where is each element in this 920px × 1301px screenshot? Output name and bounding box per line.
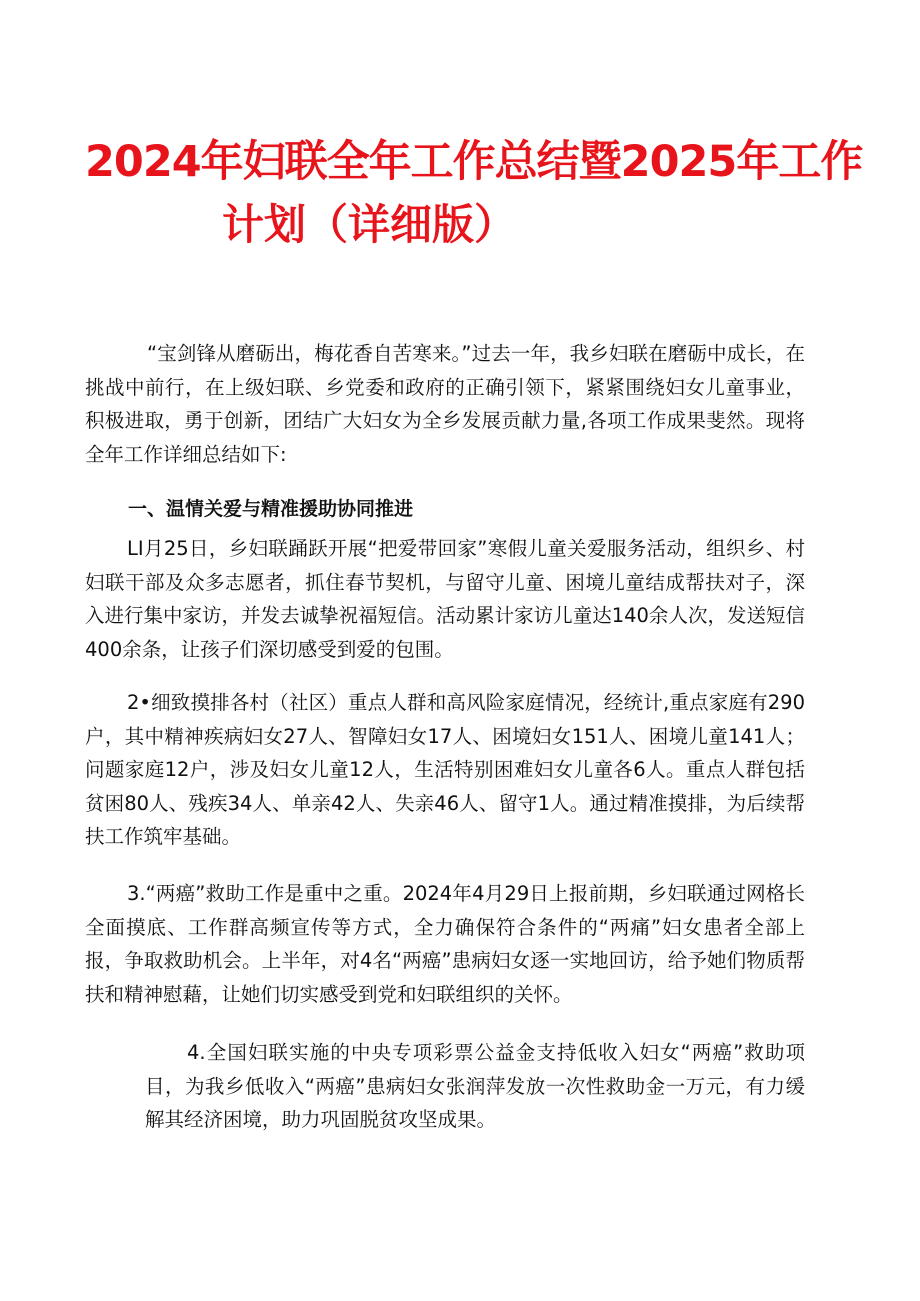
item-1-paragraph: LI月25日，乡妇联踊跃开展“把爱带回家”寒假儿童关爱服务活动，组织乡、村妇联干部及众多志愿者，抓住春节契机，与留守儿童、困境儿童结成帮扶对子，深入进行集中家访，并发去诚挚祝福短信。活动累计家访儿童达140余人次，发送短信400余条，让孩子们深切感受到爱的包围。 <box>85 537 805 661</box>
item-2-paragraph: 2•细致摸排各村（社区）重点人群和高风险家庭情况，经统计,重点家庭有290户，其中精神疾病妇女27人、智障妇女17人、困境妇女151人、困境儿童141人；问题家庭12户，涉及妇女儿童12人，生活特别困难妇女儿童各6人。重点人群包括贫困80人、残疾34人、单亲42人、失亲46人、留守1人。通过精准摸排，为后续帮扶工作筑牢基础。 <box>85 691 805 848</box>
item-3-paragraph: 3.“两癌”救助工作是重中之重。2024年4月29日上报前期，乡妇联通过网格长全面摸底、工作群高频宣传等方式，全力确保符合条件的“两痛”妇女患者全部上报，争取救助机会。上半年，对4名“两癌”患病妇女逐一实地回访，给予她们物质帮扶和精神慰藉，让她们切实感受到党和妇联组织的关怀。 <box>85 882 805 1006</box>
section-1-heading: 一、温情关爱与精准援助协同推进 <box>128 498 414 520</box>
item-4-paragraph: 4.全国妇联实施的中央专项彩票公益金支持低收入妇女“两癌”救助项目，为我乡低收入“两癌”患病妇女张润萍发放一次性救助金一万元，有力缓解其经济困境，助力巩固脱贫攻坚成果。 <box>145 1041 805 1131</box>
document-title-line-1: 2024年妇联全年工作总结暨2025年工作 <box>85 137 863 187</box>
document-title-line-2: 计划（详细版） <box>222 200 517 249</box>
intro-paragraph: “宝剑锋从磨砺出，梅花香自苦寒来。”过去一年，我乡妇联在磨砺中成长，在挑战中前行，在上级妇联、乡党委和政府的正确引领下，紧紧围绕妇女儿童事业，积极进取，勇于创新，团结广大妇女为全乡发展贡献力量,各项工作成果斐然。现将全年工作详细总结如下: <box>85 342 805 466</box>
